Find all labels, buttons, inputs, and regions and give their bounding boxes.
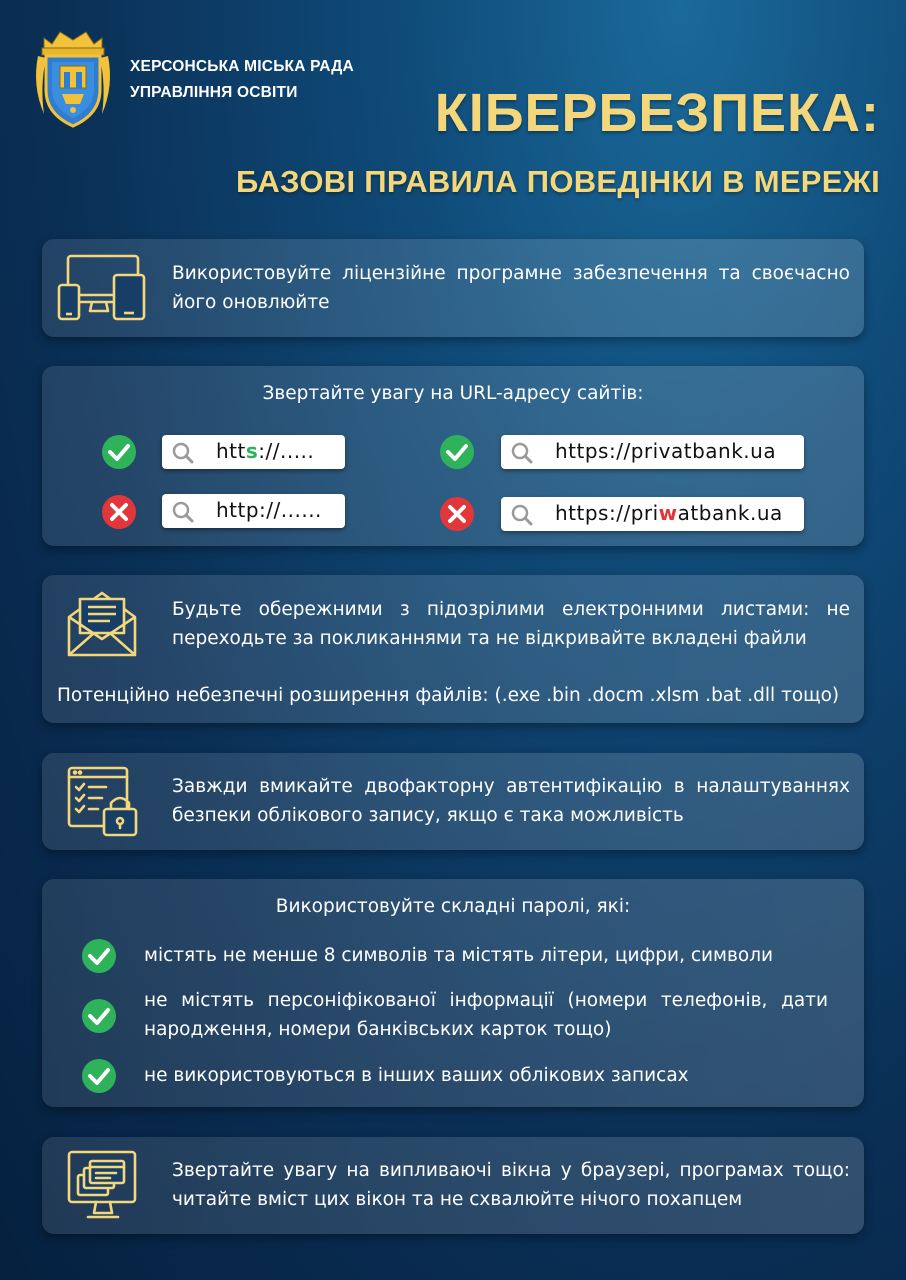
- cross-icon: [439, 496, 475, 532]
- url-highlight-good: s: [245, 439, 259, 463]
- cross-icon: [101, 494, 137, 530]
- passwords-heading: Використовуйте складні паролі, які:: [275, 896, 631, 917]
- url-part: htt: [216, 439, 246, 463]
- security-settings-lock-icon: [66, 765, 140, 839]
- page-subtitle: БАЗОВІ ПРАВИЛА ПОВЕДІНКИ В МЕРЕЖІ: [235, 164, 880, 199]
- popups-text: Звертайте увагу на випливаючі вікна у браузері, програмах тощо: читайте вміст цих вікон та не схвалюйте нічого похапцем: [172, 1160, 850, 1210]
- passwords-card: [42, 879, 864, 1107]
- organization-name: [130, 54, 354, 106]
- search-icon: [172, 501, 194, 523]
- org-line-2: УПРАВЛІННЯ ОСВІТИ: [130, 84, 298, 101]
- check-icon: [439, 434, 475, 470]
- kherson-crest-icon: [30, 26, 116, 130]
- check-icon: [81, 998, 117, 1034]
- twofa-text: Завжди вмикайте двофакторну автентифікацію в налаштуваннях безпеки облікового запису, якщо є така можливість: [172, 776, 850, 826]
- software-text: Використовуйте ліцензійне програмне забезпечення та своєчасно його оновлюйте: [172, 263, 850, 313]
- org-line-1: ХЕРСОНСЬКА МІСЬКА РАДА: [130, 58, 354, 75]
- software-card: [42, 239, 864, 337]
- url-highlight-bad: w: [658, 501, 678, 525]
- url-text: [216, 439, 314, 463]
- password-rule-2: не містять персоніфікованої інформації (номери телефонів, дати народження, номери банківських карток тощо): [144, 990, 828, 1040]
- search-icon: [511, 504, 533, 526]
- url-example-good-generic: [162, 435, 345, 469]
- url-text: [555, 501, 783, 525]
- url-card: [42, 366, 864, 546]
- twofa-card: [42, 753, 864, 850]
- check-icon: [81, 938, 117, 974]
- email-text: Будьте обережними з підозрілими електронними листами: не переходьте за покликаннями та не відкривайте вкладені файли: [172, 599, 850, 649]
- page-title: КІБЕРБЕЗПЕКА:: [434, 83, 880, 143]
- url-text: http://......: [216, 498, 322, 522]
- password-rule-3: не використовуються в інших ваших облікових записах: [144, 1065, 689, 1086]
- url-part: atbank.ua: [677, 501, 783, 525]
- check-icon: [101, 434, 137, 470]
- password-rule-1: містять не менше 8 символів та містять літери, цифри, символи: [144, 945, 774, 966]
- url-example-bad-generic: [162, 494, 345, 528]
- search-icon: [511, 442, 533, 464]
- url-example-bad-domain: [501, 497, 804, 531]
- header: [30, 26, 880, 226]
- check-icon: [81, 1058, 117, 1094]
- url-part: ://.....: [258, 439, 315, 463]
- email-card: [42, 575, 864, 723]
- search-icon: [172, 442, 194, 464]
- url-text: https://privatbank.ua: [555, 439, 777, 463]
- file-extensions-text: Потенційно небезпечні розширення файлів: (.exe .bin .docm .xlsm .bat .dll тощо): [57, 685, 840, 706]
- url-example-good-domain: [501, 435, 804, 469]
- popups-card: [42, 1137, 864, 1234]
- popup-windows-icon: [66, 1149, 140, 1223]
- envelope-icon: [66, 589, 138, 659]
- url-heading: Звертайте увагу на URL-адресу сайтів:: [262, 383, 644, 404]
- url-part: https://pri: [555, 501, 659, 525]
- devices-icon: [56, 253, 148, 323]
